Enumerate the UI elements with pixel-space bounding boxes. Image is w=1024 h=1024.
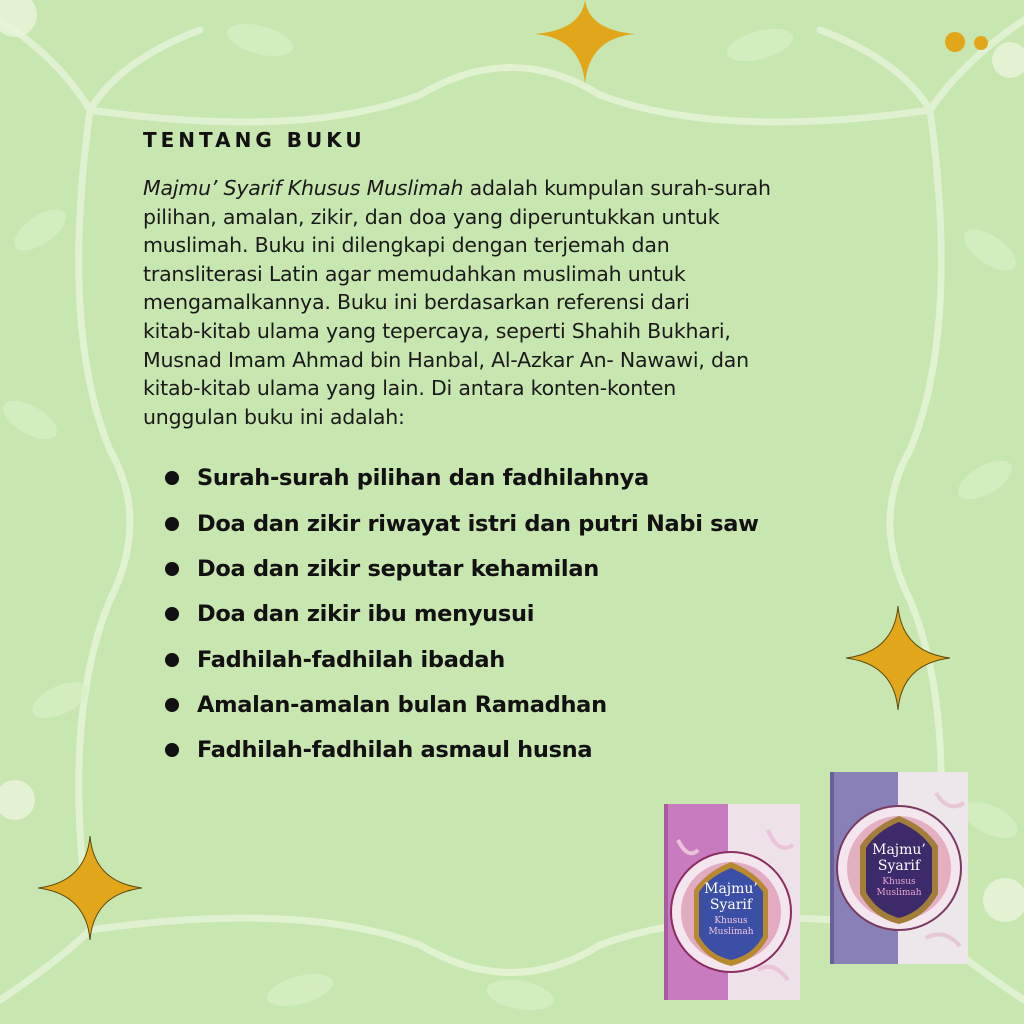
list-item: Surah-surah pilihan dan fadhilahnya (165, 461, 903, 506)
bullet-dot-icon (165, 698, 179, 712)
bullet-dot-icon (165, 517, 179, 531)
bullet-dot-icon (165, 653, 179, 667)
list-item: Doa dan zikir ibu menyusui (165, 597, 903, 642)
book-title-line2: Syarif (877, 858, 921, 874)
intro-line: adalah kumpulan surah-surah (463, 176, 771, 200)
sparkle-star-icon (535, 0, 635, 84)
intro-line: mengamalkannya. Buku ini berdasarkan referensi dari (143, 290, 690, 315)
intro-line: muslimah. Buku ini dilengkapi dengan terjemah dan (143, 233, 670, 258)
intro-line: kitab-kitab ulama yang lain. Di antara konten-konten (143, 376, 677, 401)
intro-line: pilihan, amalan, zikir, dan doa yang diperuntukkan untuk (143, 204, 720, 229)
intro-paragraph (143, 174, 903, 431)
section-heading: TENTANG BUKU (143, 128, 366, 152)
book-title-line1: Majmu’ (872, 842, 926, 858)
intro-line: kitab-kitab ulama yang tepercaya, seperti Shahih Bukhari, (143, 318, 731, 343)
list-item: Amalan-amalan bulan Ramadhan (165, 688, 903, 733)
sparkle-star-icon (38, 836, 142, 940)
bullet-dot-icon (165, 743, 179, 757)
book-title-italic: Majmu’ Syarif Khusus Muslimah (143, 176, 464, 200)
book-cover-pink (658, 800, 803, 1002)
list-item: Fadhilah-fadhilah ibadah (165, 643, 903, 688)
bullet-dot-icon (165, 607, 179, 621)
book-subtitle-line1: Khusus (882, 877, 916, 887)
intro-line: Musnad Imam Ahmad bin Hanbal, Al-Azkar An- Nawawi, dan (143, 347, 749, 372)
gold-dots-icon (945, 32, 965, 52)
book-title-line2: Syarif (709, 897, 753, 913)
book-subtitle-line2: Muslimah (708, 927, 754, 937)
book-subtitle-line1: Khusus (714, 916, 748, 926)
book-cover-purple (826, 768, 970, 968)
bullet-dot-icon (165, 562, 179, 576)
bullet-dot-icon (165, 471, 179, 485)
list-item: Fadhilah-fadhilah asmaul husna (165, 733, 903, 778)
intro-line: transliterasi Latin agar memudahkan muslimah untuk (143, 261, 686, 286)
gold-dots-icon (974, 36, 988, 50)
about-section (143, 128, 903, 778)
list-item: Doa dan zikir riwayat istri dan putri Nabi saw (165, 507, 903, 552)
book-subtitle-line2: Muslimah (876, 888, 922, 898)
book-title-line1: Majmu’ (704, 881, 758, 897)
intro-line: unggulan buku ini adalah: (143, 404, 405, 429)
feature-list (143, 461, 903, 778)
list-item: Doa dan zikir seputar kehamilan (165, 552, 903, 597)
